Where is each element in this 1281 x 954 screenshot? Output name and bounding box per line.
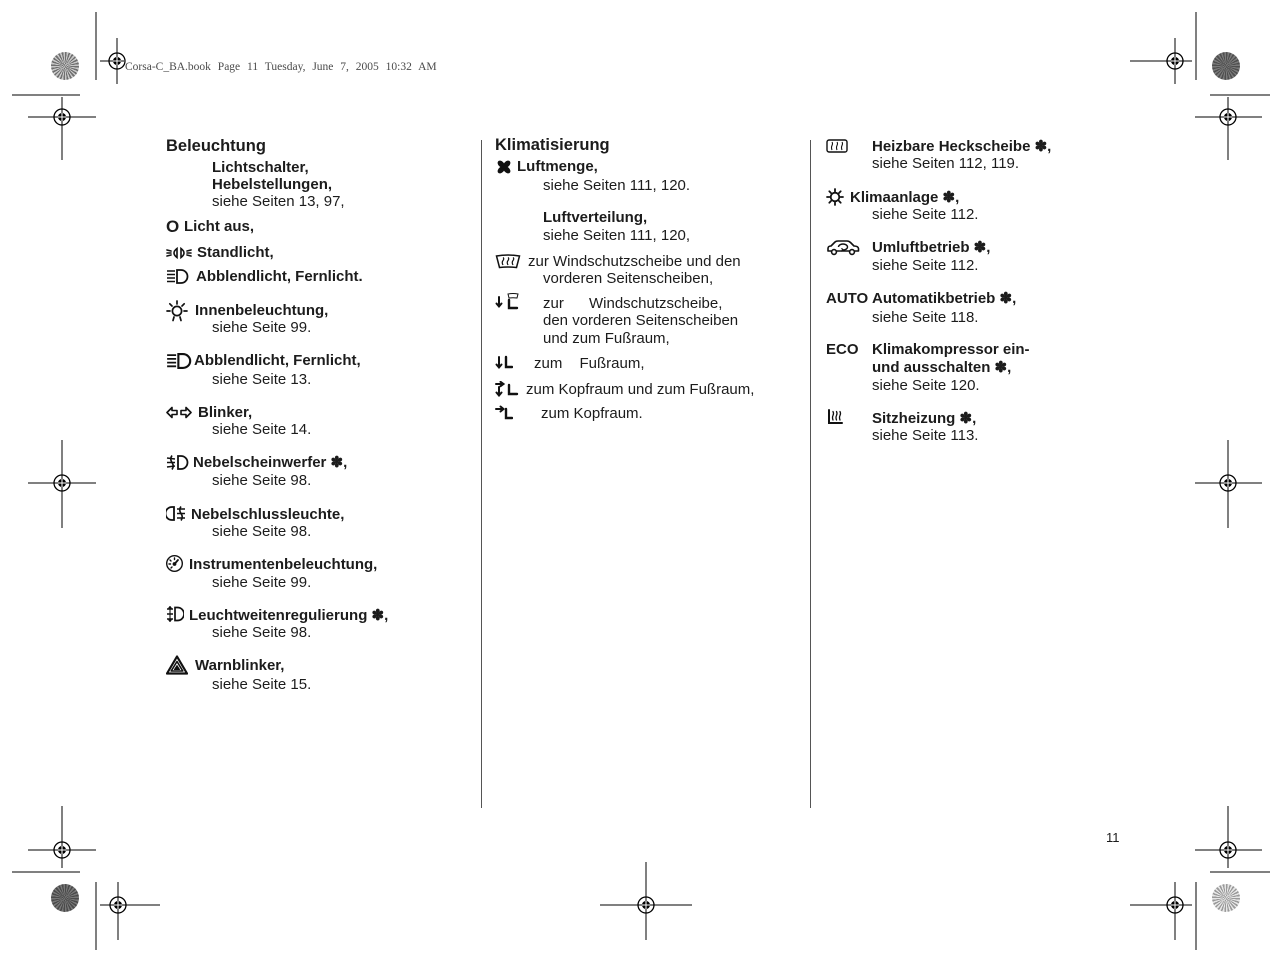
page-reference: siehe Seite 118. — [872, 309, 979, 326]
rear-fog-light-icon — [166, 506, 186, 521]
entry-label: Abblendlicht, Fernlicht. — [196, 268, 363, 285]
registration-mark — [1195, 806, 1262, 868]
registration-mark — [600, 862, 692, 940]
low-high-beam-icon — [166, 353, 193, 369]
hazard-warning-icon — [166, 655, 188, 675]
registration-mark — [100, 38, 125, 84]
head-level-icon — [495, 405, 513, 420]
windscreen-footwell-icon — [495, 293, 519, 311]
entry-label: Licht aus, — [184, 218, 255, 235]
entry-label: Luftmenge, — [517, 158, 598, 175]
distribution-text: zum Kopfraum. — [541, 405, 643, 422]
seat-heating-icon — [826, 408, 844, 426]
air-conditioning-icon — [826, 188, 844, 206]
recirculation-icon — [826, 239, 860, 256]
instrument-lighting-icon — [165, 554, 184, 573]
registration-mark — [100, 882, 160, 940]
page-reference: siehe Seite 113. — [872, 427, 979, 444]
page-number: 11 — [1106, 830, 1120, 845]
distribution-text: vorderen Seitenscheiben, — [543, 270, 714, 287]
entry-label: Innenbeleuchtung, — [195, 302, 329, 319]
low-high-beam-icon — [166, 269, 190, 284]
footwell-icon — [495, 355, 513, 370]
turn-signal-icon — [166, 406, 192, 419]
entry-label: Blinker, — [198, 404, 253, 421]
entry-label: Standlicht, — [197, 244, 274, 261]
entry-label: Heizbare Heckscheibe ✽, — [872, 138, 1052, 155]
distribution-text: zum Fußraum, — [534, 355, 645, 372]
page-reference: siehe Seite 15. — [212, 676, 312, 693]
auto-tag: AUTO — [826, 290, 869, 307]
page-reference: siehe Seiten 111, 120, — [543, 227, 691, 244]
page-reference: siehe Seiten 13, 97, — [212, 193, 345, 210]
distribution-text: und zum Fußraum, — [543, 330, 670, 347]
heated-rear-window-icon — [826, 139, 848, 153]
page-reference: siehe Seiten 111, 120. — [543, 177, 691, 194]
entry-label: Sitzheizung ✽, — [872, 410, 977, 427]
distribution-text: den vorderen Seitenscheiben — [543, 312, 739, 329]
column-divider — [810, 140, 811, 808]
registration-mark — [1195, 440, 1262, 528]
head-footwell-icon — [495, 381, 520, 397]
light-switch-title: Lichtschalter, — [212, 159, 309, 176]
registration-mark — [1195, 97, 1262, 160]
page-reference: siehe Seite 13. — [212, 371, 312, 388]
page-reference: siehe Seite 99. — [212, 319, 312, 336]
windscreen-defrost-icon — [495, 254, 521, 269]
distribution-text: zum Kopfraum und zum Fußraum, — [526, 381, 755, 398]
fan-icon — [495, 159, 513, 175]
entry-label: Klimakompressor ein- — [872, 341, 1030, 358]
interior-light-icon — [166, 300, 188, 322]
page-reference: siehe Seiten 112, 119. — [872, 155, 1020, 172]
light-switch-subtitle: Hebelstellungen, — [212, 176, 333, 193]
entry-label: Nebelscheinwerfer ✽, — [193, 454, 348, 471]
front-fog-light-icon — [166, 455, 190, 470]
registration-mark — [1130, 38, 1192, 84]
page-reference: siehe Seite 14. — [212, 421, 312, 438]
registration-mark — [1130, 882, 1192, 940]
entry-label: Leuchtweitenregulierung ✽, — [189, 607, 389, 624]
distribution-text: zur Windschutzscheibe und den — [528, 253, 741, 270]
entry-label: Warnblinker, — [195, 657, 285, 674]
entry-label: Instrumentenbeleuchtung, — [189, 556, 378, 573]
entry-label: und ausschalten ✽, — [872, 359, 1012, 376]
entry-label: Umluftbetrieb ✽, — [872, 239, 991, 256]
section-heading-lighting: Beleuchtung — [166, 137, 266, 155]
distribution-text: zur Windschutzscheibe, — [543, 295, 723, 312]
registration-mark — [28, 806, 96, 868]
page-reference: siehe Seite 99. — [212, 574, 312, 591]
entry-label: Nebelschlussleuchte, — [191, 506, 345, 523]
eco-tag: ECO — [826, 341, 859, 358]
registration-mark — [28, 97, 96, 160]
page-reference: siehe Seite 112. — [872, 257, 979, 274]
page-reference: siehe Seite 98. — [212, 523, 312, 540]
entry-label: Abblendlicht, Fernlicht, — [194, 352, 361, 369]
entry-label: Klimaanlage ✽, — [850, 189, 960, 206]
column-divider — [481, 140, 482, 808]
headlight-range-icon — [166, 606, 184, 622]
page-reference: siehe Seite 98. — [212, 472, 312, 489]
page-reference: siehe Seite 98. — [212, 624, 312, 641]
page-reference: siehe Seite 112. — [872, 206, 979, 223]
entry-label: Automatikbetrieb ✽, — [872, 290, 1017, 307]
light-off-symbol: O — [166, 217, 180, 236]
section-heading-climate: Klimatisierung — [495, 136, 610, 154]
page-reference: siehe Seite 120. — [872, 377, 980, 394]
print-slug: Corsa-C_BA.book Page 11 Tuesday, June 7, 2005 10:32 AM — [125, 61, 437, 73]
registration-mark — [28, 440, 96, 528]
entry-label: Luftverteilung, — [543, 209, 648, 226]
parking-light-icon — [166, 247, 192, 259]
